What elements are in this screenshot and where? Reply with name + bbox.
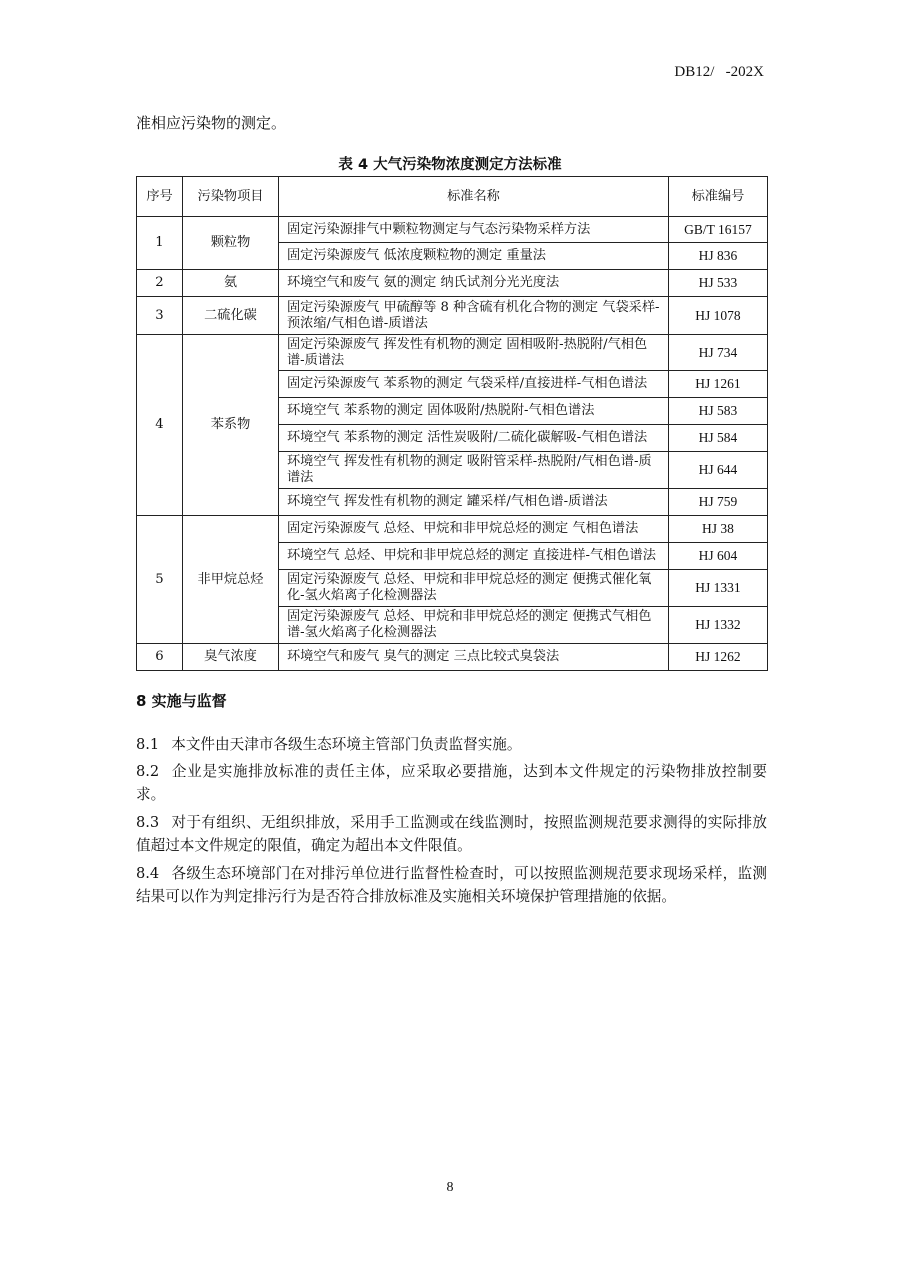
standard-name: 固定污染源废气 甲硫醇等 8 种含硫有机化合物的测定 气袋采样-预浓缩/气相色谱-质谱法: [279, 297, 669, 335]
standard-code: HJ 644: [669, 452, 768, 489]
standard-code: HJ 583: [669, 398, 768, 425]
standard-name: 固定污染源废气 苯系物的测定 气袋采样/直接进样-气相色谱法: [279, 371, 669, 398]
pollutant-item: 氨: [183, 270, 279, 297]
header-item: 污染物项目: [183, 177, 279, 217]
standard-code: HJ 836: [669, 243, 768, 270]
standard-name: 环境空气 挥发性有机物的测定 罐采样/气相色谱-质谱法: [279, 489, 669, 516]
standard-name: 环境空气 苯系物的测定 活性炭吸附/二硫化碳解吸-气相色谱法: [279, 425, 669, 452]
row-no: 1: [137, 217, 183, 270]
header-name: 标准名称: [279, 177, 669, 217]
standard-name: 环境空气和废气 臭气的测定 三点比较式臭袋法: [279, 644, 669, 671]
row-no: 3: [137, 297, 183, 335]
paragraph-8-4: [136, 862, 767, 908]
table-header-row: [137, 177, 768, 217]
standard-name: 环境空气 挥发性有机物的测定 吸附管采样-热脱附/气相色谱-质谱法: [279, 452, 669, 489]
standard-code: HJ 1331: [669, 570, 768, 607]
standard-code: HJ 38: [669, 516, 768, 543]
table-row: [137, 270, 768, 297]
paragraph-number: 8.3: [136, 814, 160, 831]
standard-code: HJ 533: [669, 270, 768, 297]
standard-name: 环境空气 总烃、甲烷和非甲烷总烃的测定 直接进样-气相色谱法: [279, 543, 669, 570]
row-no: 4: [137, 335, 183, 516]
standard-code: HJ 734: [669, 335, 768, 371]
standard-name: 环境空气和废气 氨的测定 纳氏试剂分光光度法: [279, 270, 669, 297]
standard-code: HJ 604: [669, 543, 768, 570]
paragraph-text: 本文件由天津市各级生态环境主管部门负责监督实施。: [171, 736, 522, 753]
table-row: [137, 516, 768, 543]
standards-table: [136, 176, 768, 671]
standard-code: HJ 1332: [669, 607, 768, 644]
standard-code: HJ 1078: [669, 297, 768, 335]
page-number: 8: [446, 1180, 454, 1195]
standard-name: 固定污染源废气 总烃、甲烷和非甲烷总烃的测定 气相色谱法: [279, 516, 669, 543]
paragraph-number: 8.4: [136, 865, 160, 882]
table-row: [137, 335, 768, 371]
pollutant-item: 臭气浓度: [183, 644, 279, 671]
header-no: 序号: [137, 177, 183, 217]
standard-code: HJ 584: [669, 425, 768, 452]
table-title: 表 4 大气污染物浓度测定方法标准: [338, 157, 562, 173]
table-row: [137, 297, 768, 335]
standard-name: 固定污染源排气中颗粒物测定与气态污染物采样方法: [279, 217, 669, 243]
standard-code: HJ 1261: [669, 371, 768, 398]
standard-code: HJ 759: [669, 489, 768, 516]
standard-code: HJ 1262: [669, 644, 768, 671]
paragraph-8-1: [136, 733, 767, 756]
section-heading: 8 实施与监督: [136, 692, 227, 710]
row-no: 2: [137, 270, 183, 297]
standard-name: 固定污染源废气 总烃、甲烷和非甲烷总烃的测定 便携式气相色谱-氢火焰离子化检测器法: [279, 607, 669, 644]
standard-name: 环境空气 苯系物的测定 固体吸附/热脱附-气相色谱法: [279, 398, 669, 425]
paragraph-text: 企业是实施排放标准的责任主体，应采取必要措施，达到本文件规定的污染物排放控制要求。: [136, 763, 767, 803]
standard-name: 固定污染源废气 挥发性有机物的测定 固相吸附-热脱附/气相色谱-质谱法: [279, 335, 669, 371]
paragraph-8-3: [136, 811, 767, 857]
pollutant-item: 颗粒物: [183, 217, 279, 270]
header-code: 标准编号: [669, 177, 768, 217]
paragraph-8-2: [136, 760, 767, 806]
pollutant-item: 苯系物: [183, 335, 279, 516]
paragraph-text: 对于有组织、无组织排放，采用手工监测或在线监测时，按照监测规范要求测得的实际排放值超过本文件规定的限值，确定为超出本文件限值。: [136, 814, 767, 854]
standard-name: 固定污染源废气 低浓度颗粒物的测定 重量法: [279, 243, 669, 270]
paragraph-number: 8.2: [136, 763, 160, 780]
pollutant-item: 非甲烷总烃: [183, 516, 279, 644]
standard-code: GB/T 16157: [669, 217, 768, 243]
row-no: 5: [137, 516, 183, 644]
table-row: [137, 644, 768, 671]
standard-name: 固定污染源废气 总烃、甲烷和非甲烷总烃的测定 便携式催化氧化-氢火焰离子化检测器法: [279, 570, 669, 607]
document-id: DB12/ -202X: [674, 64, 764, 80]
paragraph-number: 8.1: [136, 736, 160, 753]
row-no: 6: [137, 644, 183, 671]
pollutant-item: 二硫化碳: [183, 297, 279, 335]
table-row: [137, 217, 768, 243]
paragraph-text: 各级生态环境部门在对排污单位进行监督性检查时，可以按照监测规范要求现场采样，监测结果可以作为判定排污行为是否符合排放标准及实施相关环境保护管理措施的依据。: [136, 865, 767, 905]
lead-text: 准相应污染物的测定。: [136, 114, 287, 132]
